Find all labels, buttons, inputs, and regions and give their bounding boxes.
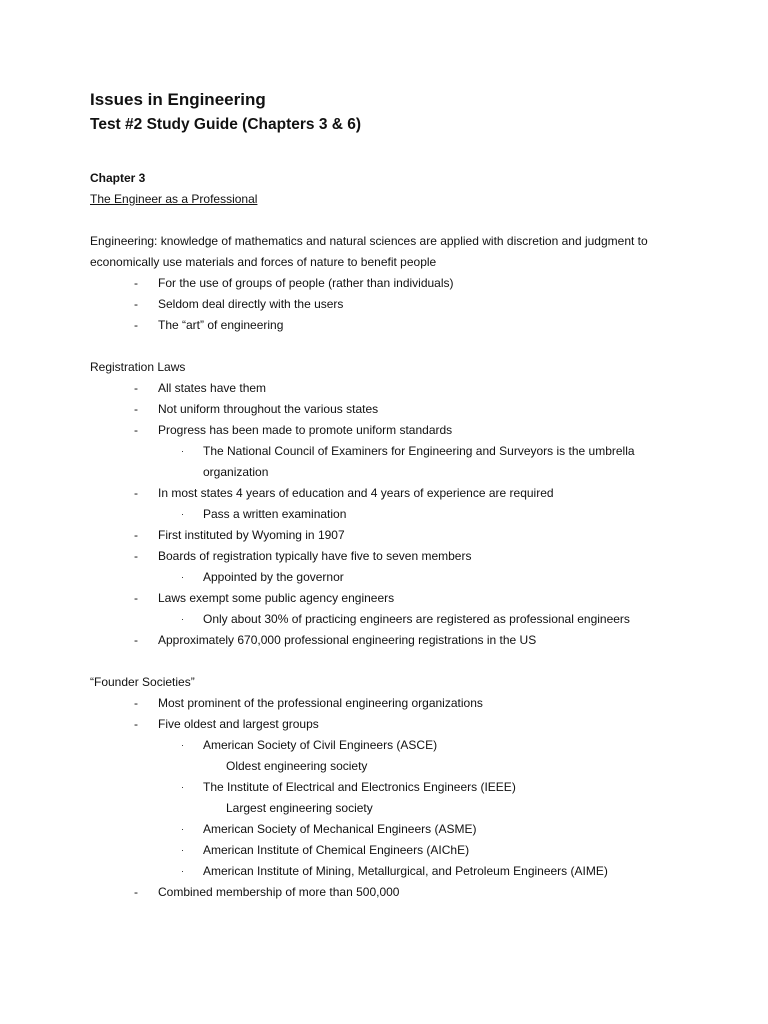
list-item: - Not uniform throughout the various states (90, 399, 690, 420)
sub-list-item: · The Institute of Electrical and Electronics Engineers (IEEE) (90, 777, 690, 798)
dash-marker: - (134, 423, 138, 437)
sub-list-item: · American Society of Mechanical Engineers (ASME) (90, 819, 690, 840)
list-item: - Five oldest and largest groups (90, 714, 690, 735)
dot-marker: · (181, 614, 184, 624)
sub-list-item: · American Institute of Chemical Engineers (AIChE) (90, 840, 690, 861)
dash-marker: - (134, 318, 138, 332)
list-item: - Boards of registration typically have five to seven members (90, 546, 690, 567)
note-item: Largest engineering society (226, 801, 373, 815)
document-title: Issues in Engineering (90, 90, 266, 109)
sub-list-item: · Appointed by the governor (90, 567, 690, 588)
registration-heading: Registration Laws (90, 360, 186, 374)
dash-marker: - (134, 276, 138, 290)
dash-marker: - (134, 381, 138, 395)
sub-list-item: · American Society of Civil Engineers (ASCE) (90, 735, 690, 756)
sub-list-item: · Only about 30% of practicing engineers are registered as professional engineers (90, 609, 690, 630)
sub-list-item: · American Institute of Mining, Metallurgical, and Petroleum Engineers (AIME) (90, 861, 690, 882)
list-item: - In most states 4 years of education and 4 years of experience are required (90, 483, 690, 504)
dash-marker: - (134, 696, 138, 710)
dash-marker: - (134, 717, 138, 731)
dot-marker: · (181, 740, 184, 750)
dot-marker: · (181, 782, 184, 792)
dash-marker: - (134, 885, 138, 899)
document-page (90, 88, 690, 903)
list-item: - Approximately 670,000 professional engineering registrations in the US (90, 630, 690, 651)
list-item: - Combined membership of more than 500,000 (90, 882, 690, 903)
chapter-heading: Chapter 3 (90, 171, 146, 185)
dash-marker: - (134, 486, 138, 500)
dash-marker: - (134, 591, 138, 605)
list-item: - For the use of groups of people (rather than individuals) (90, 273, 690, 294)
dash-marker: - (134, 633, 138, 647)
dash-marker: - (134, 402, 138, 416)
dot-marker: · (181, 446, 184, 456)
dash-marker: - (134, 297, 138, 311)
sub-list-item: · Pass a written examination (90, 504, 690, 525)
section-title: The Engineer as a Professional (90, 192, 258, 206)
dot-marker: · (181, 845, 184, 855)
founders-section (90, 672, 690, 903)
dot-marker: · (181, 866, 184, 876)
dot-marker: · (181, 572, 184, 582)
list-item: - Most prominent of the professional engineering organizations (90, 693, 690, 714)
dash-marker: - (134, 528, 138, 542)
dot-marker: · (181, 509, 184, 519)
sub-list-item: · The National Council of Examiners for Engineering and Surveyors is the umbrella organization (90, 441, 690, 483)
list-item: - All states have them (90, 378, 690, 399)
engineering-section (90, 231, 690, 336)
list-item: - First instituted by Wyoming in 1907 (90, 525, 690, 546)
list-item: - The “art” of engineering (90, 315, 690, 336)
founders-heading: “Founder Societies” (90, 675, 195, 689)
list-item: - Progress has been made to promote uniform standards (90, 420, 690, 441)
dot-marker: · (181, 824, 184, 834)
dash-marker: - (134, 549, 138, 563)
registration-section (90, 357, 690, 651)
list-item: - Laws exempt some public agency engineers (90, 588, 690, 609)
list-item: - Seldom deal directly with the users (90, 294, 690, 315)
engineering-definition: Engineering: knowledge of mathematics and natural sciences are applied with discretion and judgment to economically use materials and forces of nature to benefit people (90, 234, 648, 269)
document-subtitle: Test #2 Study Guide (Chapters 3 & 6) (90, 116, 362, 133)
note-item: Oldest engineering society (226, 759, 368, 773)
